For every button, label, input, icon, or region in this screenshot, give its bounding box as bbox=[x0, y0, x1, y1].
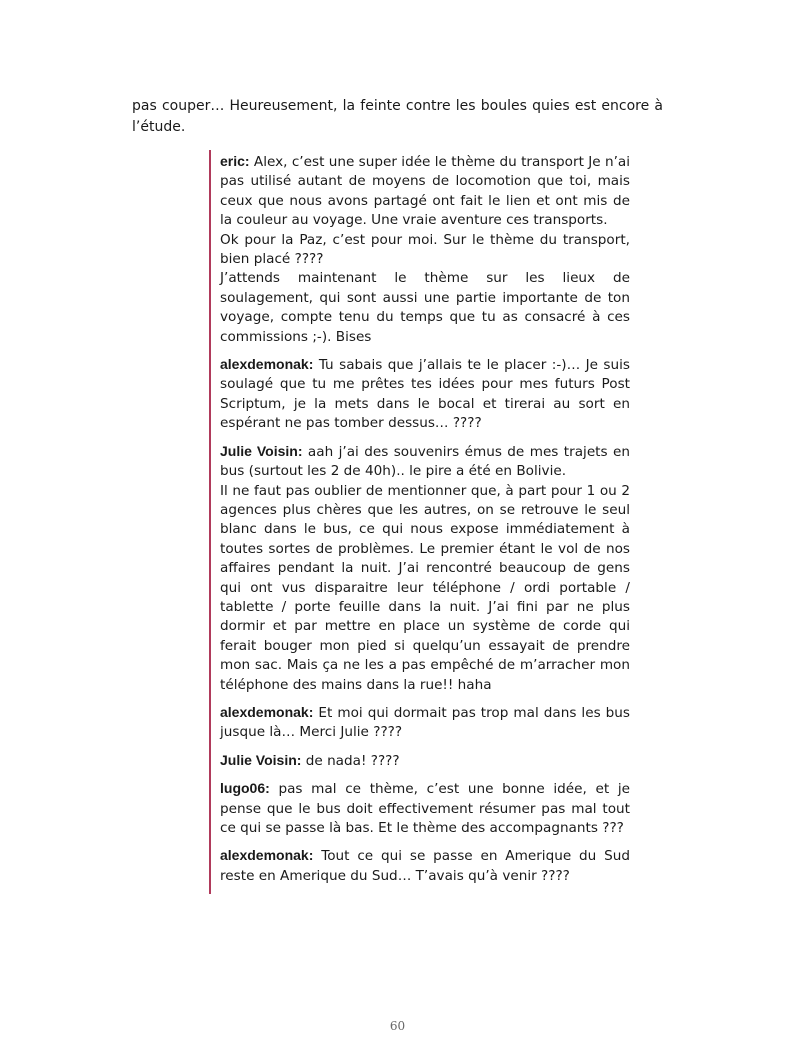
intro-paragraph: pas couper… Heureusement, la feinte contre les boules quies est encore à l’étude. bbox=[132, 98, 663, 135]
comment-text: Et moi qui dormait pas trop mal dans les bus jusque là… Merci Julie ???? bbox=[220, 704, 630, 741]
comment bbox=[220, 751, 630, 771]
comment bbox=[220, 779, 630, 838]
comment-text: Ok pour la Paz, c’est pour moi. Sur le thème du transport, bien placé ???? bbox=[220, 231, 630, 268]
comment bbox=[220, 703, 630, 743]
comment bbox=[220, 442, 630, 695]
comment-author: eric: bbox=[220, 153, 250, 169]
comment-text: Tout ce qui se passe en Amerique du Sud reste en Amerique du Sud… T’avais qu’à venir ???? bbox=[220, 848, 630, 884]
comments-block bbox=[209, 150, 630, 894]
comment bbox=[220, 846, 630, 886]
comment-author: alexdemonak: bbox=[220, 703, 314, 720]
comment-text: Tu sabais que j’allais te le placer :-)… Je suis soulagé que tu me prêtes tes idées pour mes futurs Post Scriptum, je la mets dans le bocal et tirerai au sort en espérant ne pas tomber dessus… ???? bbox=[220, 357, 630, 432]
comment bbox=[220, 152, 630, 347]
comment-text: Il ne faut pas oublier de mentionner que, à part pour 1 ou 2 agences plus chères que les autres, on se retrouve le seul blanc dans le bus, ce qui nous expose immédiatement à toutes sortes de problèmes. Le premier étant le vol de nos affaires pendant la nuit. J’ai rencontré beaucoup de gens qui ont vus disparaitre leur téléphone / ordi portable / tablette / porte feuille dans la nuit. J’ai fini par ne plus dormir et par mettre en place un système de corde qui ferait bouger mon pied si quelqu’un essayait de prendre mon sac. Mais ça ne les a pas empêché de m’arracher mon téléphone des mains dans la rue!! haha bbox=[220, 482, 630, 693]
comment-author: alexdemonak: bbox=[220, 847, 314, 864]
comment-author: Julie Voisin: bbox=[220, 442, 303, 459]
comment-author: alexdemonak: bbox=[220, 356, 314, 373]
comment-text: pas mal ce thème, c’est une bonne idée, et je pense que le bus doit effectivement résumer pas mal tout ce qui se passe là bas. Et le thème des accompagnants ??? bbox=[220, 781, 630, 836]
comment-author: Julie Voisin: bbox=[220, 751, 302, 768]
comment bbox=[220, 355, 630, 434]
page-number: 60 bbox=[389, 1019, 406, 1033]
comment-text: aah j’ai des souvenirs émus de mes trajets en bus (surtout les 2 de 40h).. le pire a été en Bolivie. bbox=[220, 443, 630, 480]
comment-text: Alex, c’est une super idée le thème du transport Je n’ai pas utilisé autant de moyens de locomotion que toi, mais ceux que nous avons partagé ont fait le lien et ont mis de la couleur au voyage. Une vraie aventure ces transports. bbox=[220, 154, 630, 229]
comment-text: de nada! ???? bbox=[301, 752, 400, 769]
comment-text: J’attends maintenant le thème sur les lieux de soulagement, qui sont aussi une partie importante de ton voyage, compte tenu du temps que tu as consacré à ces commissions ;-). Bises bbox=[220, 270, 630, 345]
comment-author: lugo06: bbox=[220, 780, 270, 797]
